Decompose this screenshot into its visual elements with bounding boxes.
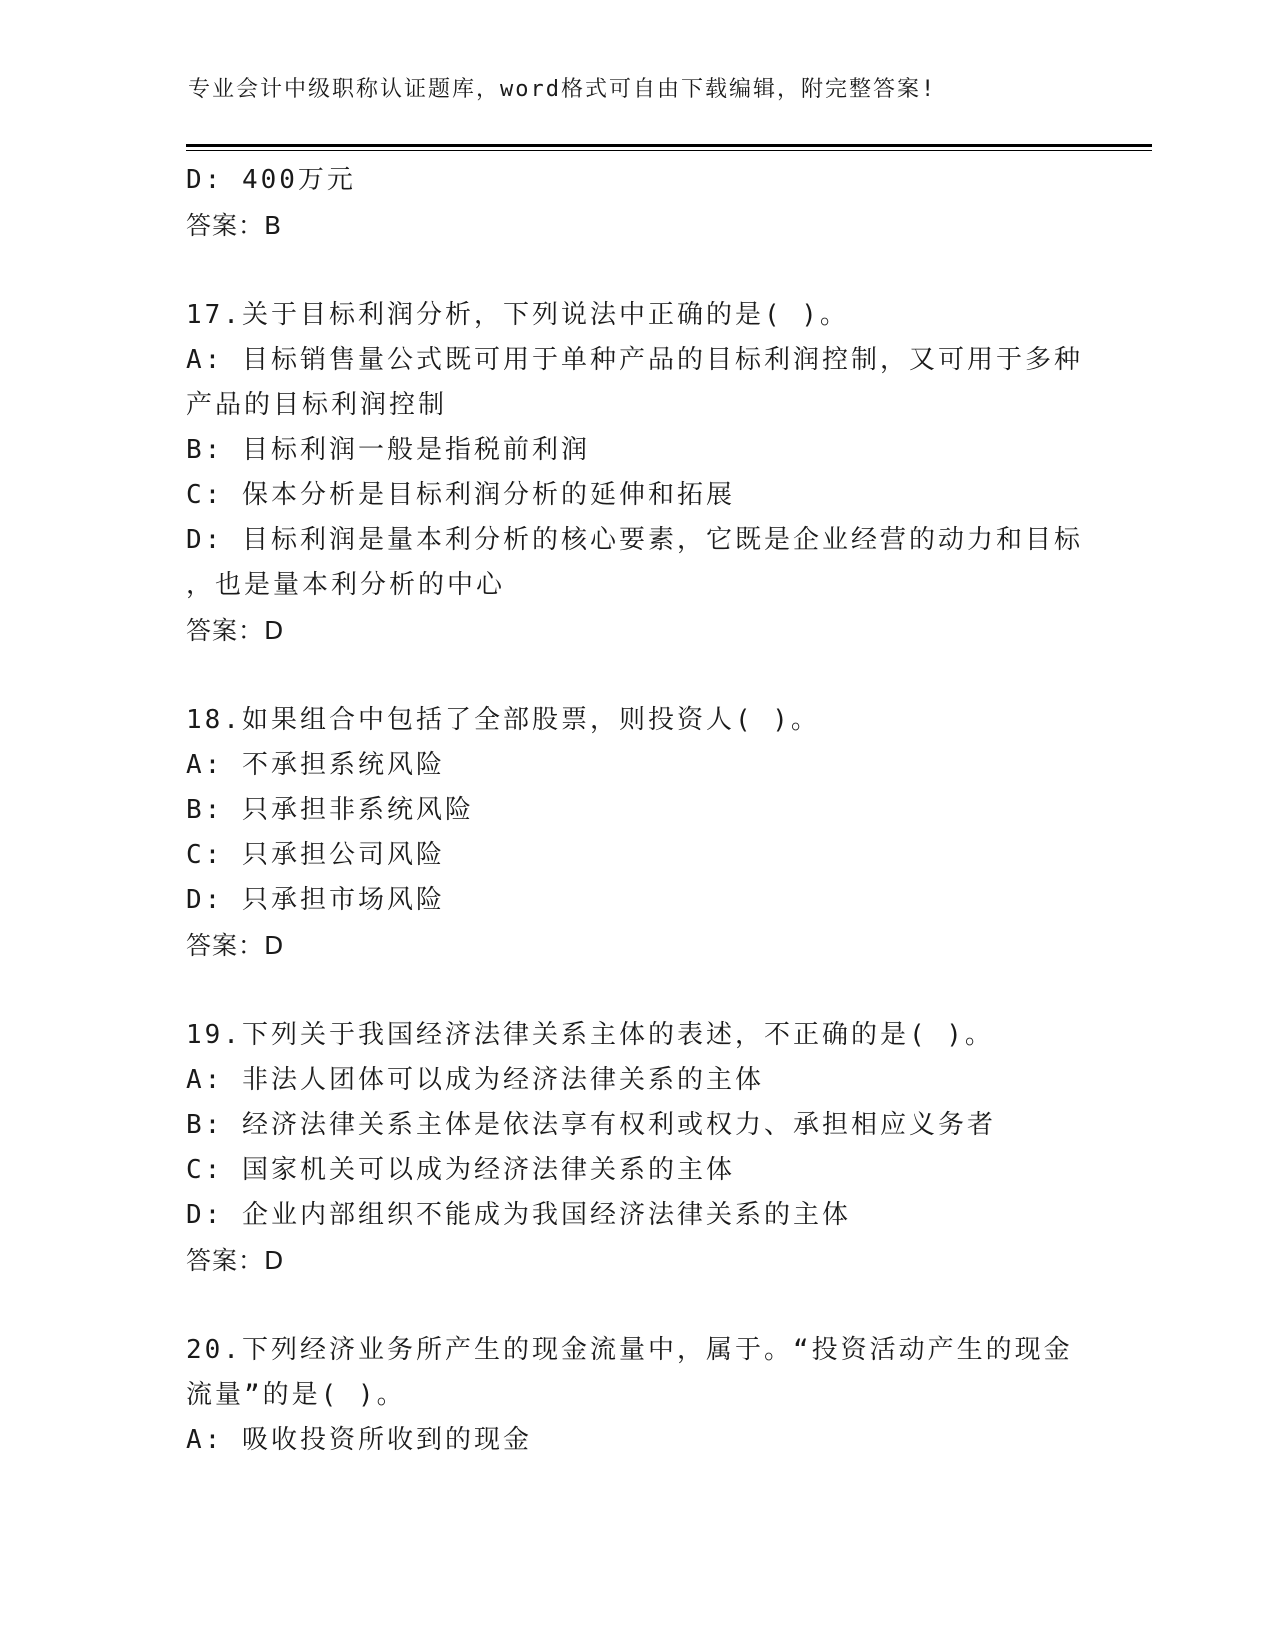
page-header: 专业会计中级职称认证题库，word格式可自由下载编辑，附完整答案! [188,77,937,102]
question-20 [186,1328,1076,1463]
option-line: A: 不承担系统风险 [186,750,445,780]
option-line: C: 保本分析是目标利润分析的延伸和拓展 [186,480,735,510]
question-19 [186,1013,1076,1283]
option-line: B: 只承担非系统风险 [186,795,474,825]
question-stem: 流量”的是( )。 [186,1380,406,1410]
option-line: ，也是量本利分析的中心 [186,570,506,600]
question-16-tail [186,158,1076,248]
question-stem: 20.下列经济业务所产生的现金流量中，属于。“投资活动产生的现金 [186,1335,1073,1365]
option-line: A: 吸收投资所收到的现金 [186,1425,532,1455]
option-line: A: 非法人团体可以成为经济法律关系的主体 [186,1065,764,1095]
option-line: C: 只承担公司风险 [186,840,445,870]
answer-line: 答案：D [186,931,285,960]
answer-line: 答案：B [186,211,283,240]
question-stem: 19.下列关于我国经济法律关系主体的表述，不正确的是( )。 [186,1020,994,1050]
option-line: B: 经济法律关系主体是依法享有权利或权力、承担相应义务者 [186,1110,996,1140]
answer-line: 答案：D [186,1246,285,1275]
option-line: D: 目标利润是量本利分析的核心要素，它既是企业经营的动力和目标 [186,525,1083,555]
question-17 [186,293,1083,653]
answer-line: 答案：D [186,616,285,645]
option-line: A: 目标销售量公式既可用于单种产品的目标利润控制，又可用于多种 [186,345,1083,375]
question-content [186,158,1083,1463]
question-stem: 18.如果组合中包括了全部股票，则投资人( )。 [186,705,820,735]
question-18 [186,698,1076,968]
option-line: C: 国家机关可以成为经济法律关系的主体 [186,1155,735,1185]
question-stem: 17.关于目标利润分析，下列说法中正确的是( )。 [186,300,849,330]
option-line: D: 400万元 [186,165,356,195]
header-rule-thick [186,144,1152,147]
option-line: B: 目标利润一般是指税前利润 [186,435,590,465]
option-line: D: 企业内部组织不能成为我国经济法律关系的主体 [186,1200,851,1230]
header-rule-thin [186,150,1152,151]
option-line: D: 只承担市场风险 [186,885,445,915]
option-line: 产品的目标利润控制 [186,390,448,420]
